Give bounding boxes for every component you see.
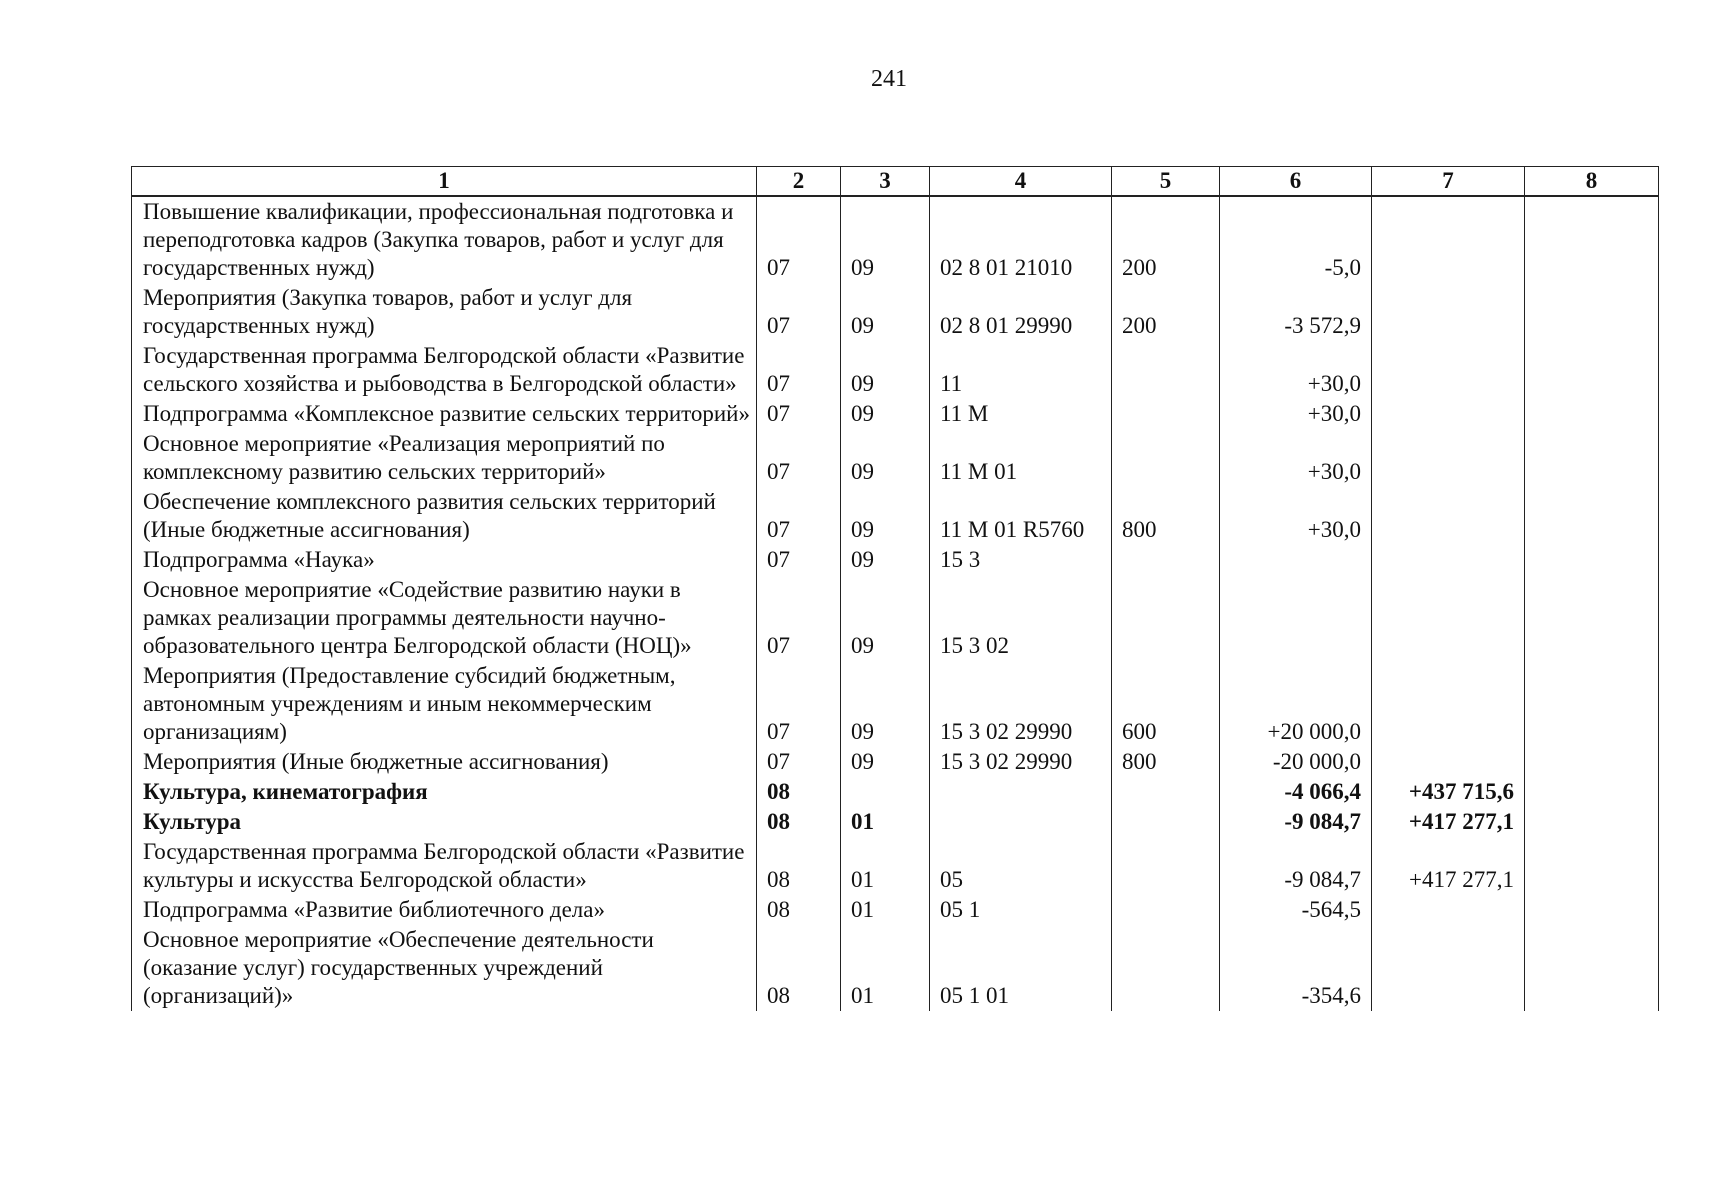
amount-col8-cell xyxy=(1525,575,1659,661)
amount-col6-cell: -5,0 xyxy=(1220,196,1372,283)
subsection-cell xyxy=(841,777,930,807)
subsection-cell: 09 xyxy=(841,429,930,487)
amount-col6-cell: -564,5 xyxy=(1220,895,1372,925)
description-cell: Подпрограмма «Развитие библиотечного дела» xyxy=(132,895,757,925)
amount-col7-cell xyxy=(1372,283,1525,341)
amount-col7-cell: +417 277,1 xyxy=(1372,807,1525,837)
table-row xyxy=(132,777,1659,807)
amount-col6-cell xyxy=(1220,545,1372,575)
target-article-cell xyxy=(930,807,1112,837)
description-cell: Обеспечение комплексного развития сельских территорий (Иные бюджетные ассигнования) xyxy=(132,487,757,545)
amount-col8-cell xyxy=(1525,661,1659,747)
target-article-cell: 15 3 02 xyxy=(930,575,1112,661)
amount-col6-cell: -4 066,4 xyxy=(1220,777,1372,807)
amount-col8-cell xyxy=(1525,196,1659,283)
amount-col7-cell xyxy=(1372,925,1525,1011)
table-row xyxy=(132,429,1659,487)
section-cell: 07 xyxy=(757,661,841,747)
amount-col7-cell xyxy=(1372,661,1525,747)
section-cell: 07 xyxy=(757,429,841,487)
subsection-cell: 01 xyxy=(841,895,930,925)
expense-type-cell xyxy=(1112,545,1220,575)
table-row xyxy=(132,837,1659,895)
amount-col6-cell: +30,0 xyxy=(1220,487,1372,545)
expense-type-cell xyxy=(1112,399,1220,429)
target-article-cell: 05 xyxy=(930,837,1112,895)
description-cell: Подпрограмма «Комплексное развитие сельских территорий» xyxy=(132,399,757,429)
target-article-cell: 11 М 01 R5760 xyxy=(930,487,1112,545)
table-row xyxy=(132,575,1659,661)
expense-type-cell xyxy=(1112,575,1220,661)
amount-col7-cell: +437 715,6 xyxy=(1372,777,1525,807)
subsection-cell: 09 xyxy=(841,545,930,575)
target-article-cell: 05 1 xyxy=(930,895,1112,925)
page-number: 241 xyxy=(871,66,907,92)
subsection-cell: 09 xyxy=(841,575,930,661)
table-row xyxy=(132,399,1659,429)
column-header-4: 4 xyxy=(930,167,1112,197)
amount-col8-cell xyxy=(1525,925,1659,1011)
table-row xyxy=(132,807,1659,837)
amount-col7-cell: +417 277,1 xyxy=(1372,837,1525,895)
subsection-cell: 09 xyxy=(841,661,930,747)
amount-col8-cell xyxy=(1525,283,1659,341)
table-row xyxy=(132,545,1659,575)
table-row xyxy=(132,895,1659,925)
column-header-8: 8 xyxy=(1525,167,1659,197)
amount-col7-cell xyxy=(1372,429,1525,487)
amount-col7-cell xyxy=(1372,487,1525,545)
amount-col6-cell: +20 000,0 xyxy=(1220,661,1372,747)
section-cell: 08 xyxy=(757,777,841,807)
amount-col6-cell: -354,6 xyxy=(1220,925,1372,1011)
section-cell: 07 xyxy=(757,399,841,429)
amount-col8-cell xyxy=(1525,429,1659,487)
section-cell: 07 xyxy=(757,196,841,283)
description-cell: Культура xyxy=(132,807,757,837)
table-row xyxy=(132,341,1659,399)
column-header-5: 5 xyxy=(1112,167,1220,197)
subsection-cell: 09 xyxy=(841,399,930,429)
amount-col8-cell xyxy=(1525,777,1659,807)
target-article-cell: 11 xyxy=(930,341,1112,399)
subsection-cell: 09 xyxy=(841,487,930,545)
table-body xyxy=(132,196,1659,1011)
subsection-cell: 09 xyxy=(841,341,930,399)
column-header-3: 3 xyxy=(841,167,930,197)
section-cell: 07 xyxy=(757,747,841,777)
section-cell: 07 xyxy=(757,341,841,399)
subsection-cell: 01 xyxy=(841,837,930,895)
amount-col8-cell xyxy=(1525,895,1659,925)
amount-col6-cell: +30,0 xyxy=(1220,341,1372,399)
amount-col8-cell xyxy=(1525,341,1659,399)
amount-col8-cell xyxy=(1525,837,1659,895)
table-row xyxy=(132,925,1659,1011)
expense-type-cell: 200 xyxy=(1112,196,1220,283)
amount-col6-cell: -20 000,0 xyxy=(1220,747,1372,777)
expense-type-cell xyxy=(1112,429,1220,487)
description-cell: Основное мероприятие «Обеспечение деятельности (оказание услуг) государственных учреждений (организаций)» xyxy=(132,925,757,1011)
amount-col6-cell xyxy=(1220,575,1372,661)
description-cell: Подпрограмма «Наука» xyxy=(132,545,757,575)
table-row xyxy=(132,487,1659,545)
subsection-cell: 09 xyxy=(841,283,930,341)
section-cell: 07 xyxy=(757,283,841,341)
amount-col8-cell xyxy=(1525,487,1659,545)
subsection-cell: 01 xyxy=(841,807,930,837)
column-header-6: 6 xyxy=(1220,167,1372,197)
description-cell: Основное мероприятие «Содействие развитию науки в рамках реализации программы деятельности научно-образовательного центра Белгородской области (НОЦ)» xyxy=(132,575,757,661)
expense-type-cell: 200 xyxy=(1112,283,1220,341)
subsection-cell: 01 xyxy=(841,925,930,1011)
amount-col7-cell xyxy=(1372,895,1525,925)
amount-col6-cell: +30,0 xyxy=(1220,429,1372,487)
target-article-cell xyxy=(930,777,1112,807)
table-row xyxy=(132,196,1659,283)
description-cell: Повышение квалификации, профессиональная подготовка и переподготовка кадров (Закупка товаров, работ и услуг для государственных нужд) xyxy=(132,196,757,283)
expense-type-cell: 800 xyxy=(1112,487,1220,545)
amount-col7-cell xyxy=(1372,341,1525,399)
section-cell: 07 xyxy=(757,545,841,575)
expense-type-cell xyxy=(1112,925,1220,1011)
budget-table xyxy=(131,166,1659,1011)
subsection-cell: 09 xyxy=(841,747,930,777)
amount-col7-cell xyxy=(1372,196,1525,283)
target-article-cell: 02 8 01 21010 xyxy=(930,196,1112,283)
expense-type-cell xyxy=(1112,807,1220,837)
expense-type-cell: 800 xyxy=(1112,747,1220,777)
expense-type-cell xyxy=(1112,895,1220,925)
column-header-1: 1 xyxy=(132,167,757,197)
amount-col7-cell xyxy=(1372,747,1525,777)
expense-type-cell xyxy=(1112,777,1220,807)
amount-col7-cell xyxy=(1372,545,1525,575)
description-cell: Мероприятия (Предоставление субсидий бюджетным, автономным учреждениям и иным некоммерческим организациям) xyxy=(132,661,757,747)
amount-col7-cell xyxy=(1372,399,1525,429)
amount-col6-cell: -3 572,9 xyxy=(1220,283,1372,341)
target-article-cell: 15 3 02 29990 xyxy=(930,747,1112,777)
table-row xyxy=(132,747,1659,777)
amount-col8-cell xyxy=(1525,399,1659,429)
expense-type-cell xyxy=(1112,837,1220,895)
subsection-cell: 09 xyxy=(841,196,930,283)
expense-type-cell xyxy=(1112,341,1220,399)
target-article-cell: 11 М 01 xyxy=(930,429,1112,487)
amount-col8-cell xyxy=(1525,747,1659,777)
header-row xyxy=(132,167,1659,197)
target-article-cell: 11 М xyxy=(930,399,1112,429)
description-cell: Культура, кинематография xyxy=(132,777,757,807)
section-cell: 08 xyxy=(757,895,841,925)
target-article-cell: 15 3 02 29990 xyxy=(930,661,1112,747)
description-cell: Мероприятия (Закупка товаров, работ и услуг для государственных нужд) xyxy=(132,283,757,341)
amount-col6-cell: -9 084,7 xyxy=(1220,807,1372,837)
amount-col7-cell xyxy=(1372,575,1525,661)
column-header-7: 7 xyxy=(1372,167,1525,197)
description-cell: Основное мероприятие «Реализация мероприятий по комплексному развитию сельских территорий» xyxy=(132,429,757,487)
section-cell: 08 xyxy=(757,807,841,837)
amount-col6-cell: -9 084,7 xyxy=(1220,837,1372,895)
target-article-cell: 02 8 01 29990 xyxy=(930,283,1112,341)
table-row xyxy=(132,661,1659,747)
description-cell: Мероприятия (Иные бюджетные ассигнования) xyxy=(132,747,757,777)
section-cell: 07 xyxy=(757,575,841,661)
expense-type-cell: 600 xyxy=(1112,661,1220,747)
target-article-cell: 15 3 xyxy=(930,545,1112,575)
amount-col6-cell: +30,0 xyxy=(1220,399,1372,429)
target-article-cell: 05 1 01 xyxy=(930,925,1112,1011)
description-cell: Государственная программа Белгородской области «Развитие сельского хозяйства и рыбоводства в Белгородской области» xyxy=(132,341,757,399)
description-cell: Государственная программа Белгородской области «Развитие культуры и искусства Белгородской области» xyxy=(132,837,757,895)
table-row xyxy=(132,283,1659,341)
section-cell: 07 xyxy=(757,487,841,545)
amount-col8-cell xyxy=(1525,545,1659,575)
section-cell: 08 xyxy=(757,925,841,1011)
amount-col8-cell xyxy=(1525,807,1659,837)
column-header-2: 2 xyxy=(757,167,841,197)
section-cell: 08 xyxy=(757,837,841,895)
